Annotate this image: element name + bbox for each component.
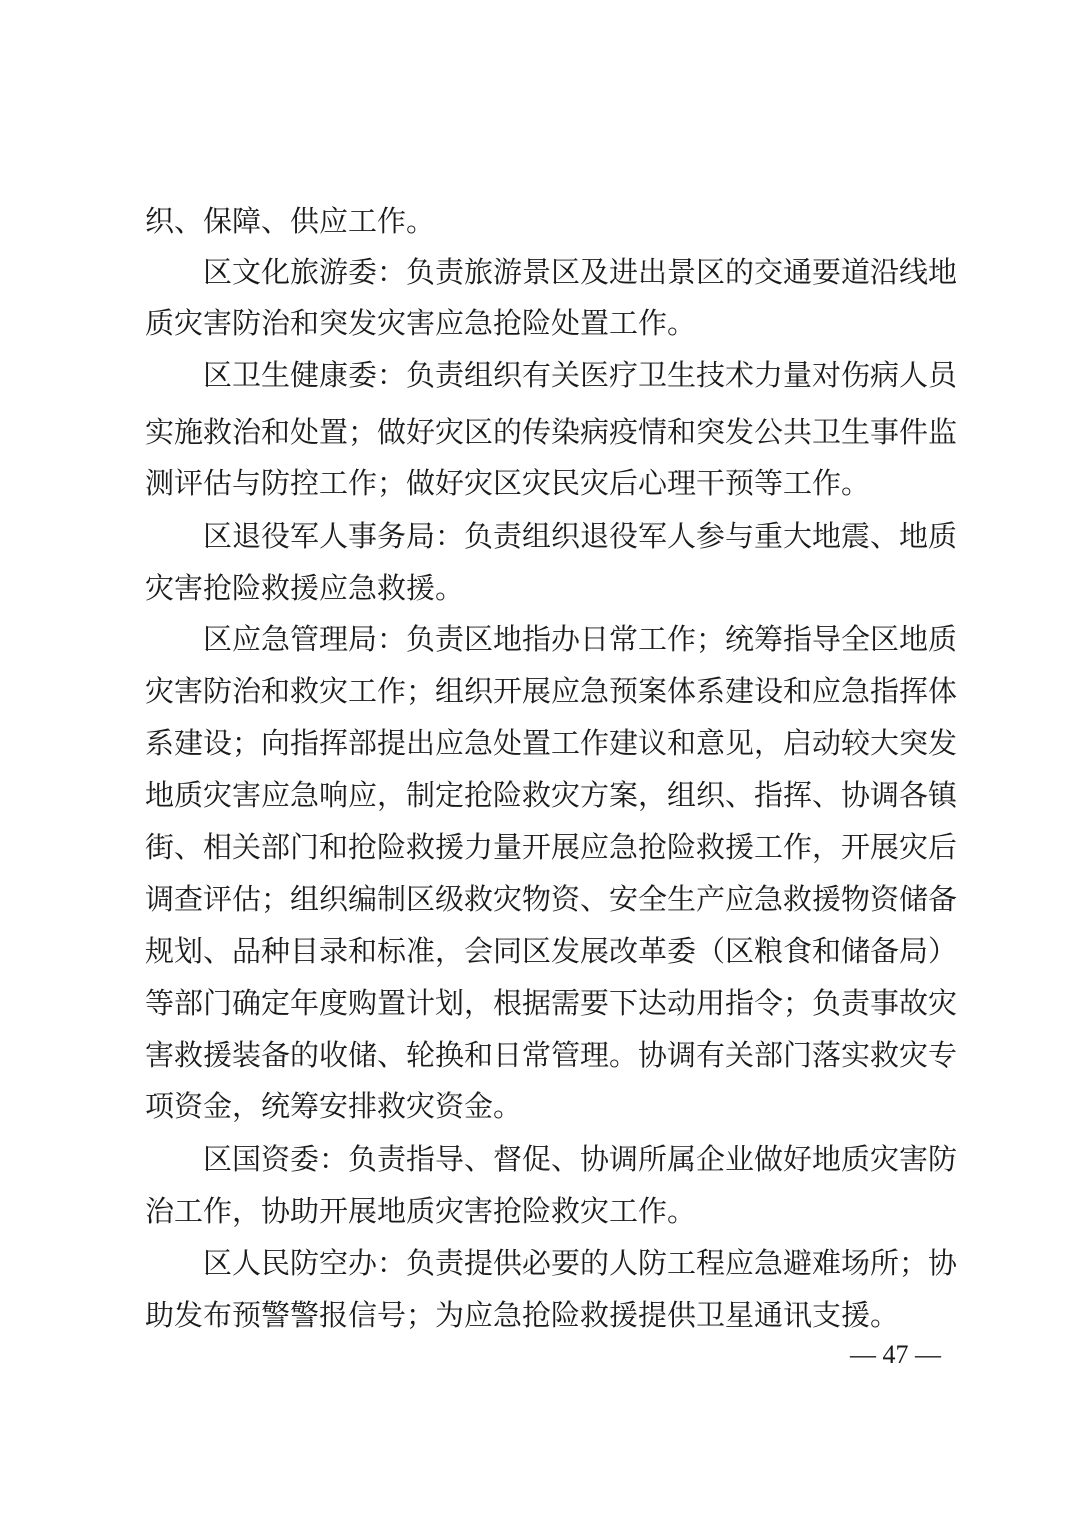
text-line: 区退役军人事务局：负责组织退役军人参与重大地震、地质: [203, 519, 958, 553]
text-line: 区国资委：负责指导、督促、协调所属企业做好地质灾害防: [203, 1142, 958, 1176]
text-line: 系建设；向指挥部提出应急处置工作建议和意见，启动较大突发: [145, 726, 958, 760]
text-line: 灾害抢险救援应急救援。: [145, 571, 465, 605]
text-line: 区应急管理局：负责区地指办日常工作；统筹指导全区地质: [203, 622, 958, 656]
page-number: — 47 —: [850, 1340, 941, 1369]
text-line: 质灾害防治和突发灾害应急抢险处置工作。: [145, 306, 697, 340]
text-line: 助发布预警警报信号；为应急抢险救援提供卫星通讯支援。: [145, 1298, 900, 1332]
text-line: 等部门确定年度购置计划，根据需要下达动用指令；负责事故灾: [145, 986, 958, 1020]
text-line: 规划、品种目录和标准，会同区发展改革委（区粮食和储备局）: [145, 934, 958, 968]
text-line: 织、保障、供应工作。: [145, 204, 436, 238]
text-line: 测评估与防控工作；做好灾区灾民灾后心理干预等工作。: [145, 466, 871, 500]
text-line: 调查评估；组织编制区级救灾物资、安全生产应急救援物资储备: [145, 882, 958, 916]
text-line: 灾害防治和救灾工作；组织开展应急预案体系建设和应急指挥体: [145, 674, 958, 708]
text-line: 区人民防空办：负责提供必要的人防工程应急避难场所；协: [203, 1246, 958, 1280]
text-line: 街、相关部门和抢险救援力量开展应急抢险救援工作，开展灾后: [145, 830, 958, 864]
text-line: 项资金，统筹安排救灾资金。: [145, 1089, 523, 1123]
text-line: 区卫生健康委：负责组织有关医疗卫生技术力量对伤病人员: [203, 358, 958, 392]
text-line: 治工作，协助开展地质灾害抢险救灾工作。: [145, 1194, 697, 1228]
text-line: 区文化旅游委：负责旅游景区及进出景区的交通要道沿线地: [203, 255, 958, 289]
text-line: 地质灾害应急响应，制定抢险救灾方案，组织、指挥、协调各镇: [145, 778, 958, 812]
text-line: 害救援装备的收储、轮换和日常管理。协调有关部门落实救灾专: [145, 1038, 958, 1072]
text-line: 实施救治和处置；做好灾区的传染病疫情和突发公共卫生事件监: [145, 415, 958, 449]
